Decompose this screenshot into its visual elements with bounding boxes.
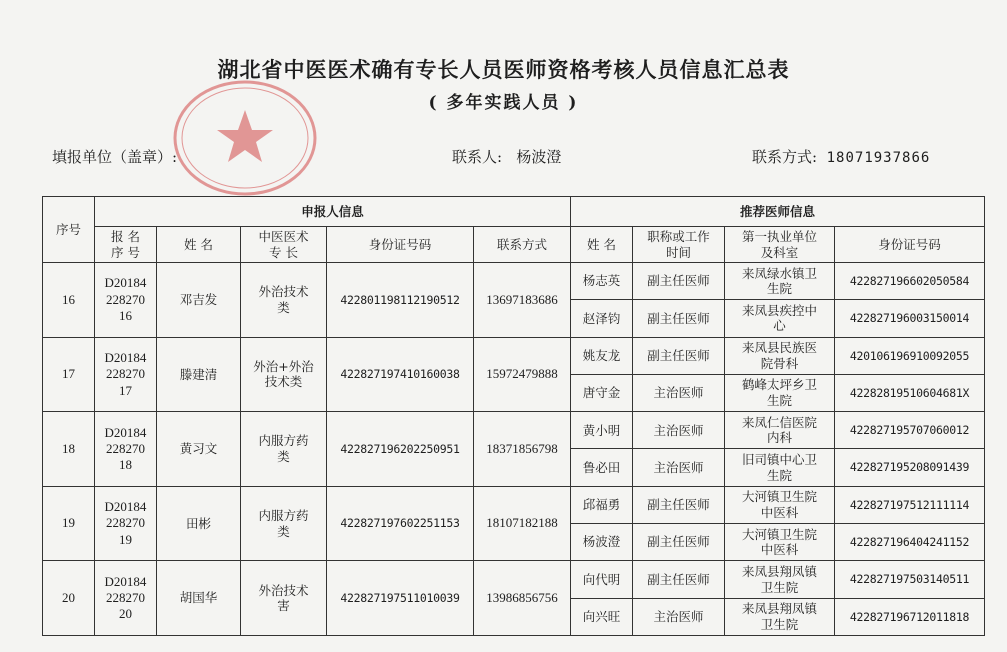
row-rec-title: 副主任医师 (633, 561, 725, 598)
row-rec-title: 副主任医师 (633, 486, 725, 523)
summary-table (42, 196, 985, 636)
row-rec-id: 422827197503140511 (835, 561, 985, 598)
row-rec-unit: 来凤仁信医院 内科 (725, 412, 835, 449)
row-app-specialty: 外治+外治 技术类 (241, 337, 327, 412)
row-seq: 20 (43, 561, 95, 636)
row-rec-unit: 来凤县翔凤镇 卫生院 (725, 561, 835, 598)
row-app-specialty: 内服方药 类 (241, 486, 327, 561)
row-rec-name: 邱福勇 (571, 486, 633, 523)
row-rec-name: 杨志英 (571, 263, 633, 300)
row-app-specialty: 外治技术 害 (241, 561, 327, 636)
row-rec-unit: 大河镇卫生院 中医科 (725, 524, 835, 561)
row-rec-id: 422827196712011818 (835, 598, 985, 635)
row-app-no: D20184 228270 16 (95, 263, 157, 338)
row-rec-title: 主治医师 (633, 449, 725, 486)
row-app-id: 422827197602251153 (327, 486, 474, 561)
row-rec-title: 副主任医师 (633, 337, 725, 374)
page-title: 湖北省中医医术确有专长人员医师资格考核人员信息汇总表 (217, 57, 790, 82)
row-app-phone: 18107182188 (474, 486, 571, 561)
row-seq: 18 (43, 412, 95, 487)
phone-value: 18071937866 (826, 150, 931, 166)
row-app-no: D20184 228270 18 (95, 412, 157, 487)
row-rec-id: 422827197512111114 (835, 486, 985, 523)
row-rec-id: 422827196003150014 (835, 300, 985, 337)
row-app-phone: 15972479888 (474, 337, 571, 412)
row-app-name: 胡国华 (157, 561, 241, 636)
row-app-id: 422801198112190512 (327, 263, 474, 338)
row-seq: 16 (43, 263, 95, 338)
row-app-name: 滕建清 (157, 337, 241, 412)
header-seq: 序号 (43, 197, 95, 263)
row-rec-name: 唐守金 (571, 374, 633, 411)
header-rec-title: 职称或工作 时间 (633, 227, 725, 263)
row-rec-name: 向代明 (571, 561, 633, 598)
row-rec-unit: 大河镇卫生院 中医科 (725, 486, 835, 523)
row-app-specialty: 内服方药 类 (241, 412, 327, 487)
phone-info (752, 146, 930, 167)
table-row (43, 561, 985, 598)
header-app-name: 姓 名 (157, 227, 241, 263)
row-app-name: 田彬 (157, 486, 241, 561)
row-rec-id: 42282819510604681X (835, 374, 985, 411)
row-rec-name: 杨波澄 (571, 524, 633, 561)
header-app-id: 身份证号码 (327, 227, 474, 263)
row-rec-title: 主治医师 (633, 598, 725, 635)
table-body (43, 263, 985, 636)
header-rec-name: 姓 名 (571, 227, 633, 263)
row-app-name: 黄习文 (157, 412, 241, 487)
row-app-phone: 13986856756 (474, 561, 571, 636)
row-app-id: 422827196202250951 (327, 412, 474, 487)
table-row (43, 412, 985, 449)
row-rec-title: 主治医师 (633, 374, 725, 411)
row-rec-unit: 旧司镇中心卫 生院 (725, 449, 835, 486)
row-rec-name: 赵泽钧 (571, 300, 633, 337)
row-rec-unit: 来凤绿水镇卫 生院 (725, 263, 835, 300)
row-app-id: 422827197410160038 (327, 337, 474, 412)
contact-label: 联系人: (452, 148, 503, 166)
row-rec-name: 姚友龙 (571, 337, 633, 374)
row-rec-name: 黄小明 (571, 412, 633, 449)
row-rec-name: 向兴旺 (571, 598, 633, 635)
row-rec-id: 422827195707060012 (835, 412, 985, 449)
page-subtitle: ( 多年实践人员 ) (428, 93, 579, 113)
row-seq: 19 (43, 486, 95, 561)
table-row (43, 337, 985, 374)
header-applicant-section: 申报人信息 (95, 197, 571, 227)
row-rec-unit: 鹤峰太坪乡卫 生院 (725, 374, 835, 411)
contact-info (452, 146, 561, 167)
row-rec-title: 副主任医师 (633, 300, 725, 337)
header-rec-unit: 第一执业单位 及科室 (725, 227, 835, 263)
header-recommender-section: 推荐医师信息 (571, 197, 985, 227)
phone-label: 联系方式: (752, 148, 818, 166)
table-row (43, 486, 985, 523)
row-app-phone: 18371856798 (474, 412, 571, 487)
row-rec-name: 鲁必田 (571, 449, 633, 486)
row-rec-id: 422827196404241152 (835, 524, 985, 561)
row-app-phone: 13697183686 (474, 263, 571, 338)
row-rec-unit: 来凤县疾控中 心 (725, 300, 835, 337)
row-app-name: 邓吉发 (157, 263, 241, 338)
header-app-no: 报 名 序 号 (95, 227, 157, 263)
row-rec-unit: 来凤县翔凤镇 卫生院 (725, 598, 835, 635)
row-rec-id: 422827195208091439 (835, 449, 985, 486)
header-rec-id: 身份证号码 (835, 227, 985, 263)
row-app-no: D20184 228270 17 (95, 337, 157, 412)
row-app-no: D20184 228270 19 (95, 486, 157, 561)
contact-name: 杨波澄 (516, 148, 562, 166)
row-app-no: D20184 228270 20 (95, 561, 157, 636)
header-app-specialty: 中医医术 专 长 (241, 227, 327, 263)
row-rec-id: 420106196910092055 (835, 337, 985, 374)
row-app-specialty: 外治技术 类 (241, 263, 327, 338)
row-seq: 17 (43, 337, 95, 412)
row-rec-title: 副主任医师 (633, 524, 725, 561)
row-rec-id: 422827196602050584 (835, 263, 985, 300)
row-app-id: 422827197511010039 (327, 561, 474, 636)
row-rec-unit: 来凤县民族医 院骨科 (725, 337, 835, 374)
unit-label: 填报单位（盖章）: (52, 148, 178, 166)
row-rec-title: 主治医师 (633, 412, 725, 449)
header-app-phone: 联系方式 (474, 227, 571, 263)
table-row (43, 263, 985, 300)
row-rec-title: 副主任医师 (633, 263, 725, 300)
